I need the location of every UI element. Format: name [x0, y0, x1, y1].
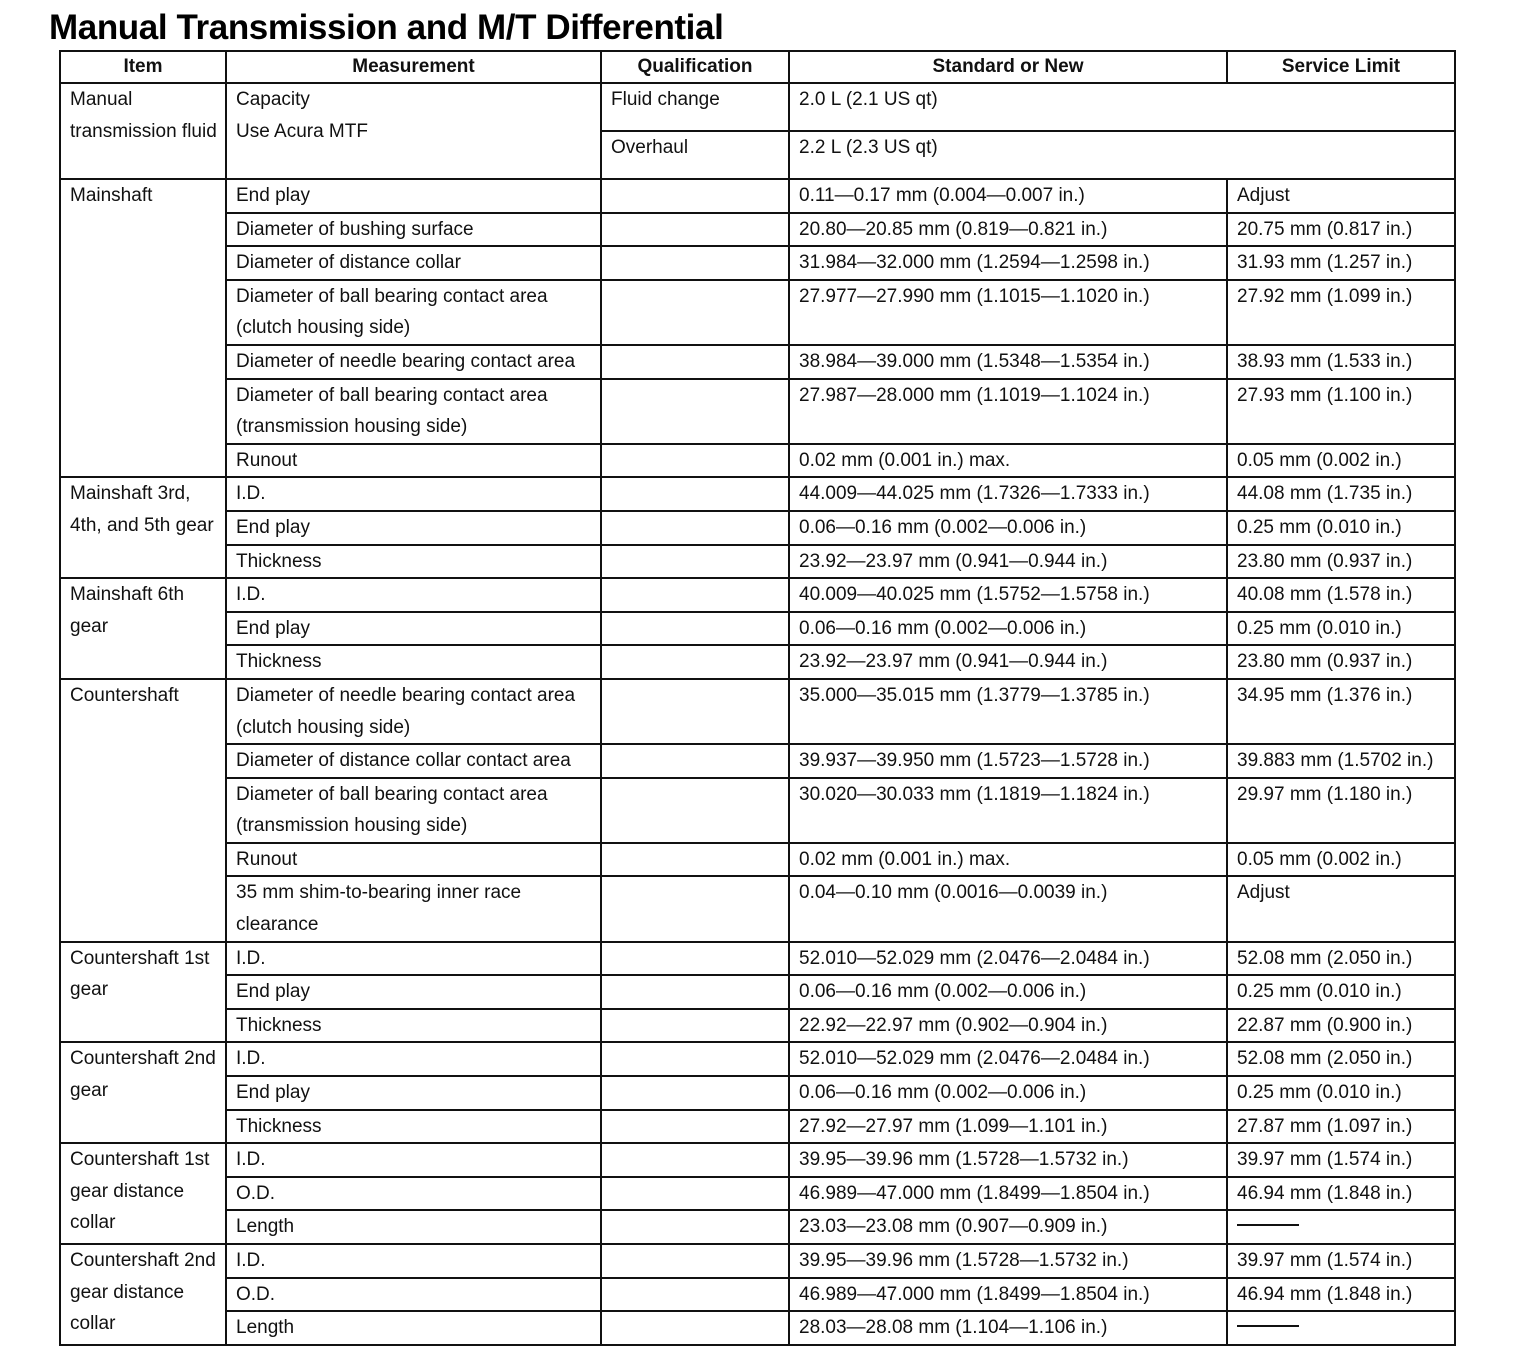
- standard-cell: 0.06—0.16 mm (0.002—0.006 in.): [789, 511, 1227, 545]
- standard-cell: 39.95—39.96 mm (1.5728—1.5732 in.): [789, 1143, 1227, 1177]
- service-limit-cell: 22.87 mm (0.900 in.): [1227, 1009, 1455, 1043]
- table-row: [60, 612, 1455, 646]
- standard-cell: 23.03—23.08 mm (0.907—0.909 in.): [789, 1210, 1227, 1244]
- qualification-cell: [601, 1009, 789, 1043]
- service-limit-cell: 23.80 mm (0.937 in.): [1227, 645, 1455, 679]
- qualification-cell: [601, 1143, 789, 1177]
- standard-cell: 27.92—27.97 mm (1.099—1.101 in.): [789, 1110, 1227, 1144]
- col-header-measurement: Measurement: [226, 51, 601, 83]
- standard-cell: 35.000—35.015 mm (1.3779—1.3785 in.): [789, 679, 1227, 744]
- standard-cell: 2.2 L (2.3 US qt): [789, 131, 1455, 179]
- service-limit-cell: Adjust: [1227, 876, 1455, 941]
- table-row: [60, 578, 1455, 612]
- measurement-cell: Thickness: [226, 1009, 601, 1043]
- table-row: [60, 1110, 1455, 1144]
- service-limit-cell: 34.95 mm (1.376 in.): [1227, 679, 1455, 744]
- item-cell: Countershaft: [60, 679, 226, 942]
- standard-cell: 23.92—23.97 mm (0.941—0.944 in.): [789, 645, 1227, 679]
- col-header-qualification: Qualification: [601, 51, 789, 83]
- standard-cell: 27.987—28.000 mm (1.1019—1.1024 in.): [789, 379, 1227, 444]
- measurement-cell: Capacity Use Acura MTF: [226, 83, 601, 179]
- service-limit-cell: 0.25 mm (0.010 in.): [1227, 612, 1455, 646]
- measurement-cell: End play: [226, 975, 601, 1009]
- qualification-cell: [601, 1110, 789, 1144]
- service-limit-cell: 29.97 mm (1.180 in.): [1227, 778, 1455, 843]
- measurement-cell: Runout: [226, 843, 601, 877]
- table-row: [60, 545, 1455, 579]
- measurement-cell: I.D.: [226, 1042, 601, 1076]
- qualification-cell: [601, 1076, 789, 1110]
- measurement-cell: Length: [226, 1311, 601, 1345]
- measurement-cell: Diameter of ball bearing contact area (transmission housing side): [226, 379, 601, 444]
- service-limit-cell: 39.97 mm (1.574 in.): [1227, 1244, 1455, 1278]
- table-row: [60, 280, 1455, 345]
- page-title: Manual Transmission and M/T Differential: [49, 8, 724, 47]
- measurement-cell: O.D.: [226, 1177, 601, 1211]
- standard-cell: 0.02 mm (0.001 in.) max.: [789, 444, 1227, 478]
- measurement-cell: Diameter of needle bearing contact area: [226, 345, 601, 379]
- table-row: [60, 83, 1455, 131]
- table-row: [60, 1042, 1455, 1076]
- spec-table: [59, 50, 1456, 1346]
- standard-cell: 27.977—27.990 mm (1.1015—1.1020 in.): [789, 280, 1227, 345]
- qualification-cell: [601, 345, 789, 379]
- table-row: [60, 1278, 1455, 1312]
- measurement-cell: End play: [226, 612, 601, 646]
- measurement-cell: Diameter of ball bearing contact area (transmission housing side): [226, 778, 601, 843]
- measurement-cell: End play: [226, 1076, 601, 1110]
- table-row: [60, 511, 1455, 545]
- service-limit-cell: [1227, 1311, 1455, 1345]
- qualification-cell: [601, 280, 789, 345]
- service-limit-cell: 39.883 mm (1.5702 in.): [1227, 744, 1455, 778]
- standard-cell: 39.95—39.96 mm (1.5728—1.5732 in.): [789, 1244, 1227, 1278]
- item-cell: Mainshaft 6th gear: [60, 578, 226, 679]
- standard-cell: 23.92—23.97 mm (0.941—0.944 in.): [789, 545, 1227, 579]
- standard-cell: 46.989—47.000 mm (1.8499—1.8504 in.): [789, 1177, 1227, 1211]
- service-limit-cell: 27.92 mm (1.099 in.): [1227, 280, 1455, 345]
- table-row: [60, 843, 1455, 877]
- qualification-cell: [601, 612, 789, 646]
- table-row: [60, 778, 1455, 843]
- standard-cell: 31.984—32.000 mm (1.2594—1.2598 in.): [789, 246, 1227, 280]
- standard-cell: 2.0 L (2.1 US qt): [789, 83, 1455, 131]
- table-row: [60, 679, 1455, 744]
- measurement-cell: Thickness: [226, 1110, 601, 1144]
- measurement-cell: Diameter of needle bearing contact area (clutch housing side): [226, 679, 601, 744]
- item-cell: Countershaft 2nd gear: [60, 1042, 226, 1143]
- standard-cell: 20.80—20.85 mm (0.819—0.821 in.): [789, 213, 1227, 247]
- table-row: [60, 1244, 1455, 1278]
- standard-cell: 44.009—44.025 mm (1.7326—1.7333 in.): [789, 477, 1227, 511]
- measurement-cell: I.D.: [226, 578, 601, 612]
- measurement-cell: Runout: [226, 444, 601, 478]
- measurement-cell: I.D.: [226, 477, 601, 511]
- item-cell: Countershaft 2nd gear distance collar: [60, 1244, 226, 1345]
- qualification-cell: [601, 843, 789, 877]
- table-row: [60, 1143, 1455, 1177]
- service-limit-cell: 23.80 mm (0.937 in.): [1227, 545, 1455, 579]
- table-row: [60, 1311, 1455, 1345]
- qualification-cell: [601, 1210, 789, 1244]
- qualification-cell: [601, 876, 789, 941]
- table-row: [60, 345, 1455, 379]
- service-limit-cell: 31.93 mm (1.257 in.): [1227, 246, 1455, 280]
- no-limit-dash: [1237, 1224, 1299, 1226]
- service-limit-cell: 20.75 mm (0.817 in.): [1227, 213, 1455, 247]
- col-header-item: Item: [60, 51, 226, 83]
- qualification-cell: [601, 645, 789, 679]
- measurement-cell: Diameter of ball bearing contact area (clutch housing side): [226, 280, 601, 345]
- measurement-cell: Length: [226, 1210, 601, 1244]
- qualification-cell: [601, 246, 789, 280]
- standard-cell: 0.06—0.16 mm (0.002—0.006 in.): [789, 1076, 1227, 1110]
- measurement-cell: 35 mm shim-to-bearing inner race clearance: [226, 876, 601, 941]
- qualification-cell: [601, 179, 789, 213]
- col-header-service-limit: Service Limit: [1227, 51, 1455, 83]
- table-row: [60, 179, 1455, 213]
- measurement-cell: I.D.: [226, 942, 601, 976]
- standard-cell: 40.009—40.025 mm (1.5752—1.5758 in.): [789, 578, 1227, 612]
- service-limit-cell: 27.93 mm (1.100 in.): [1227, 379, 1455, 444]
- qualification-cell: [601, 679, 789, 744]
- qualification-cell: [601, 975, 789, 1009]
- item-cell: Countershaft 1st gear: [60, 942, 226, 1043]
- qualification-cell: Overhaul: [601, 131, 789, 179]
- standard-cell: 52.010—52.029 mm (2.0476—2.0484 in.): [789, 942, 1227, 976]
- standard-cell: 0.06—0.16 mm (0.002—0.006 in.): [789, 975, 1227, 1009]
- measurement-cell: I.D.: [226, 1143, 601, 1177]
- service-limit-cell: 40.08 mm (1.578 in.): [1227, 578, 1455, 612]
- table-row: [60, 942, 1455, 976]
- table-row: [60, 975, 1455, 1009]
- qualification-cell: [601, 1177, 789, 1211]
- qualification-cell: [601, 477, 789, 511]
- service-limit-cell: [1227, 1210, 1455, 1244]
- measurement-cell: End play: [226, 179, 601, 213]
- service-limit-cell: 0.25 mm (0.010 in.): [1227, 511, 1455, 545]
- measurement-cell: O.D.: [226, 1278, 601, 1312]
- col-header-standard: Standard or New: [789, 51, 1227, 83]
- service-limit-cell: 0.25 mm (0.010 in.): [1227, 975, 1455, 1009]
- standard-cell: 52.010—52.029 mm (2.0476—2.0484 in.): [789, 1042, 1227, 1076]
- qualification-cell: [601, 379, 789, 444]
- table-row: [60, 1177, 1455, 1211]
- standard-cell: 0.11—0.17 mm (0.004—0.007 in.): [789, 179, 1227, 213]
- table-row: [60, 1076, 1455, 1110]
- qualification-cell: [601, 1244, 789, 1278]
- measurement-cell: Diameter of distance collar contact area: [226, 744, 601, 778]
- qualification-cell: [601, 1278, 789, 1312]
- service-limit-cell: 27.87 mm (1.097 in.): [1227, 1110, 1455, 1144]
- service-limit-cell: 52.08 mm (2.050 in.): [1227, 942, 1455, 976]
- table-row: [60, 876, 1455, 941]
- table-row: [60, 1210, 1455, 1244]
- service-limit-cell: 44.08 mm (1.735 in.): [1227, 477, 1455, 511]
- standard-cell: 38.984—39.000 mm (1.5348—1.5354 in.): [789, 345, 1227, 379]
- item-cell: Mainshaft 3rd, 4th, and 5th gear: [60, 477, 226, 578]
- item-cell: Manual transmission fluid: [60, 83, 226, 179]
- service-limit-cell: 38.93 mm (1.533 in.): [1227, 345, 1455, 379]
- standard-cell: 28.03—28.08 mm (1.104—1.106 in.): [789, 1311, 1227, 1345]
- standard-cell: 46.989—47.000 mm (1.8499—1.8504 in.): [789, 1278, 1227, 1312]
- qualification-cell: [601, 545, 789, 579]
- qualification-cell: [601, 213, 789, 247]
- measurement-cell: Diameter of distance collar: [226, 246, 601, 280]
- table-row: [60, 1009, 1455, 1043]
- table-row: [60, 744, 1455, 778]
- service-limit-cell: 52.08 mm (2.050 in.): [1227, 1042, 1455, 1076]
- service-limit-cell: 0.05 mm (0.002 in.): [1227, 843, 1455, 877]
- item-cell: Mainshaft: [60, 179, 226, 477]
- measurement-cell: Thickness: [226, 645, 601, 679]
- qualification-cell: [601, 778, 789, 843]
- table-row: [60, 379, 1455, 444]
- measurement-cell: I.D.: [226, 1244, 601, 1278]
- qualification-cell: [601, 1042, 789, 1076]
- qualification-cell: [601, 578, 789, 612]
- measurement-cell: Thickness: [226, 545, 601, 579]
- table-row: [60, 246, 1455, 280]
- item-cell: Countershaft 1st gear distance collar: [60, 1143, 226, 1244]
- service-limit-cell: Adjust: [1227, 179, 1455, 213]
- service-limit-cell: 46.94 mm (1.848 in.): [1227, 1278, 1455, 1312]
- standard-cell: 30.020—30.033 mm (1.1819—1.1824 in.): [789, 778, 1227, 843]
- standard-cell: 39.937—39.950 mm (1.5723—1.5728 in.): [789, 744, 1227, 778]
- qualification-cell: [601, 942, 789, 976]
- service-limit-cell: 46.94 mm (1.848 in.): [1227, 1177, 1455, 1211]
- table-row: [60, 477, 1455, 511]
- service-limit-cell: 39.97 mm (1.574 in.): [1227, 1143, 1455, 1177]
- table-row: [60, 444, 1455, 478]
- qualification-cell: [601, 511, 789, 545]
- header-row: [60, 51, 1455, 83]
- standard-cell: 0.06—0.16 mm (0.002—0.006 in.): [789, 612, 1227, 646]
- measurement-cell: End play: [226, 511, 601, 545]
- service-limit-cell: 0.05 mm (0.002 in.): [1227, 444, 1455, 478]
- standard-cell: 0.04—0.10 mm (0.0016—0.0039 in.): [789, 876, 1227, 941]
- qualification-cell: [601, 744, 789, 778]
- table-row: [60, 645, 1455, 679]
- qualification-cell: Fluid change: [601, 83, 789, 131]
- table-body: [60, 83, 1455, 1345]
- standard-cell: 0.02 mm (0.001 in.) max.: [789, 843, 1227, 877]
- table-row: [60, 213, 1455, 247]
- measurement-cell: Diameter of bushing surface: [226, 213, 601, 247]
- qualification-cell: [601, 1311, 789, 1345]
- service-limit-cell: 0.25 mm (0.010 in.): [1227, 1076, 1455, 1110]
- standard-cell: 22.92—22.97 mm (0.902—0.904 in.): [789, 1009, 1227, 1043]
- qualification-cell: [601, 444, 789, 478]
- no-limit-dash: [1237, 1325, 1299, 1327]
